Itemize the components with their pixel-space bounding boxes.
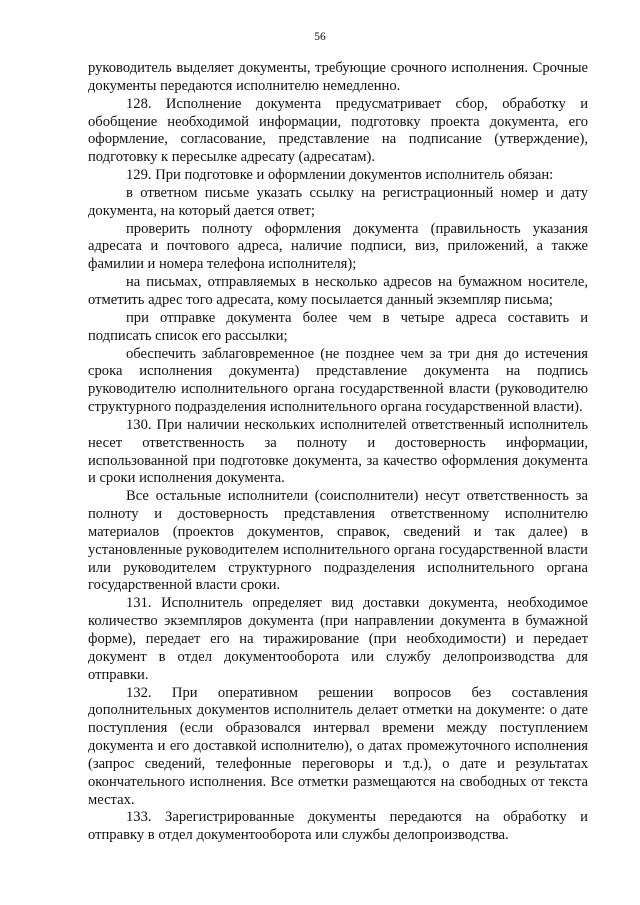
list-item-mailing-list: при отправке документа более чем в четыре адреса составить и подписать список его рассылки; bbox=[88, 309, 588, 344]
paragraph-130-coexecutors: Все остальные исполнители (соисполнители) несут ответственность за полноту и достоверность представления ответственному исполнителю материалов (проектов документов, справок, сведений и так далее) в установленные руководителем исполнительного органа государственной власти или руководителем структурного подразделения исполнительного органа государственной власти сроки. bbox=[88, 488, 588, 594]
list-item-timely-submission: обеспечить заблаговременное (не позднее чем за три дня до истечения срока исполнения документа) представление документа на подпись руководителю исполнительного органа государственной власти (руководителю структурного подразделения исполнительного органа государственной власти). bbox=[88, 345, 588, 416]
document-body bbox=[88, 60, 588, 845]
page-number: 56 bbox=[314, 31, 326, 43]
list-item-reply-reference: в ответном письме указать ссылку на регистрационный номер и дату документа, на который дается ответ; bbox=[88, 184, 588, 219]
paragraph-133: 133. Зарегистрированные документы передаются на обработку и отправку в отдел документооборота или службы делопроизводства. bbox=[88, 809, 588, 844]
paragraph-129: 129. При подготовке и оформлении документов исполнитель обязан: bbox=[126, 167, 554, 184]
list-item-mark-address: на письмах, отправляемых в несколько адресов на бумажном носителе, отметить адрес того адресата, кому посылается данный экземпляр письма; bbox=[88, 274, 588, 308]
paragraph-131: 131. Исполнитель определяет вид доставки документа, необходимое количество экземпляров документа (при направлении документа в бумажной форме), передает его на тиражирование (при необходимости) и передает документ в отдел документооборота или службу делопроизводства для отправки. bbox=[88, 595, 588, 683]
paragraph-130: 130. При наличии нескольких исполнителей ответственный исполнитель несет ответственность за полноту и достоверность информации, использованной при подготовке документа, за качество оформления документа и сроки исполнения документа. bbox=[88, 416, 588, 487]
paragraph-continuation: руководитель выделяет документы, требующие срочного исполнения. Срочные документы передаются исполнителю немедленно. bbox=[88, 60, 588, 94]
paragraph-132: 132. При оперативном решении вопросов без составления дополнительных документов исполнитель делает отметки на документе: о дате поступления (если образовался интервал времени между поступлением документа и его доставкой исполнителю), о датах промежуточного исполнения (запрос сведений, телефонные переговоры и т.д.), о дате и результатах окончательного исполнения. Все отметки размещаются на свободных от текста местах. bbox=[88, 684, 588, 808]
paragraph-128: 128. Исполнение документа предусматривает сбор, обработку и обобщение необходимой информации, подготовку проекта документа, его оформление, согласование, представление на подписание (утверждение), подготовку к пересылке адресату (адресатам). bbox=[88, 95, 588, 166]
list-item-check-completeness: проверить полноту оформления документа (правильность указания адресата и почтового адреса, наличие подписи, виз, приложений, а также фамилии и номера телефона исполнителя); bbox=[88, 220, 588, 273]
